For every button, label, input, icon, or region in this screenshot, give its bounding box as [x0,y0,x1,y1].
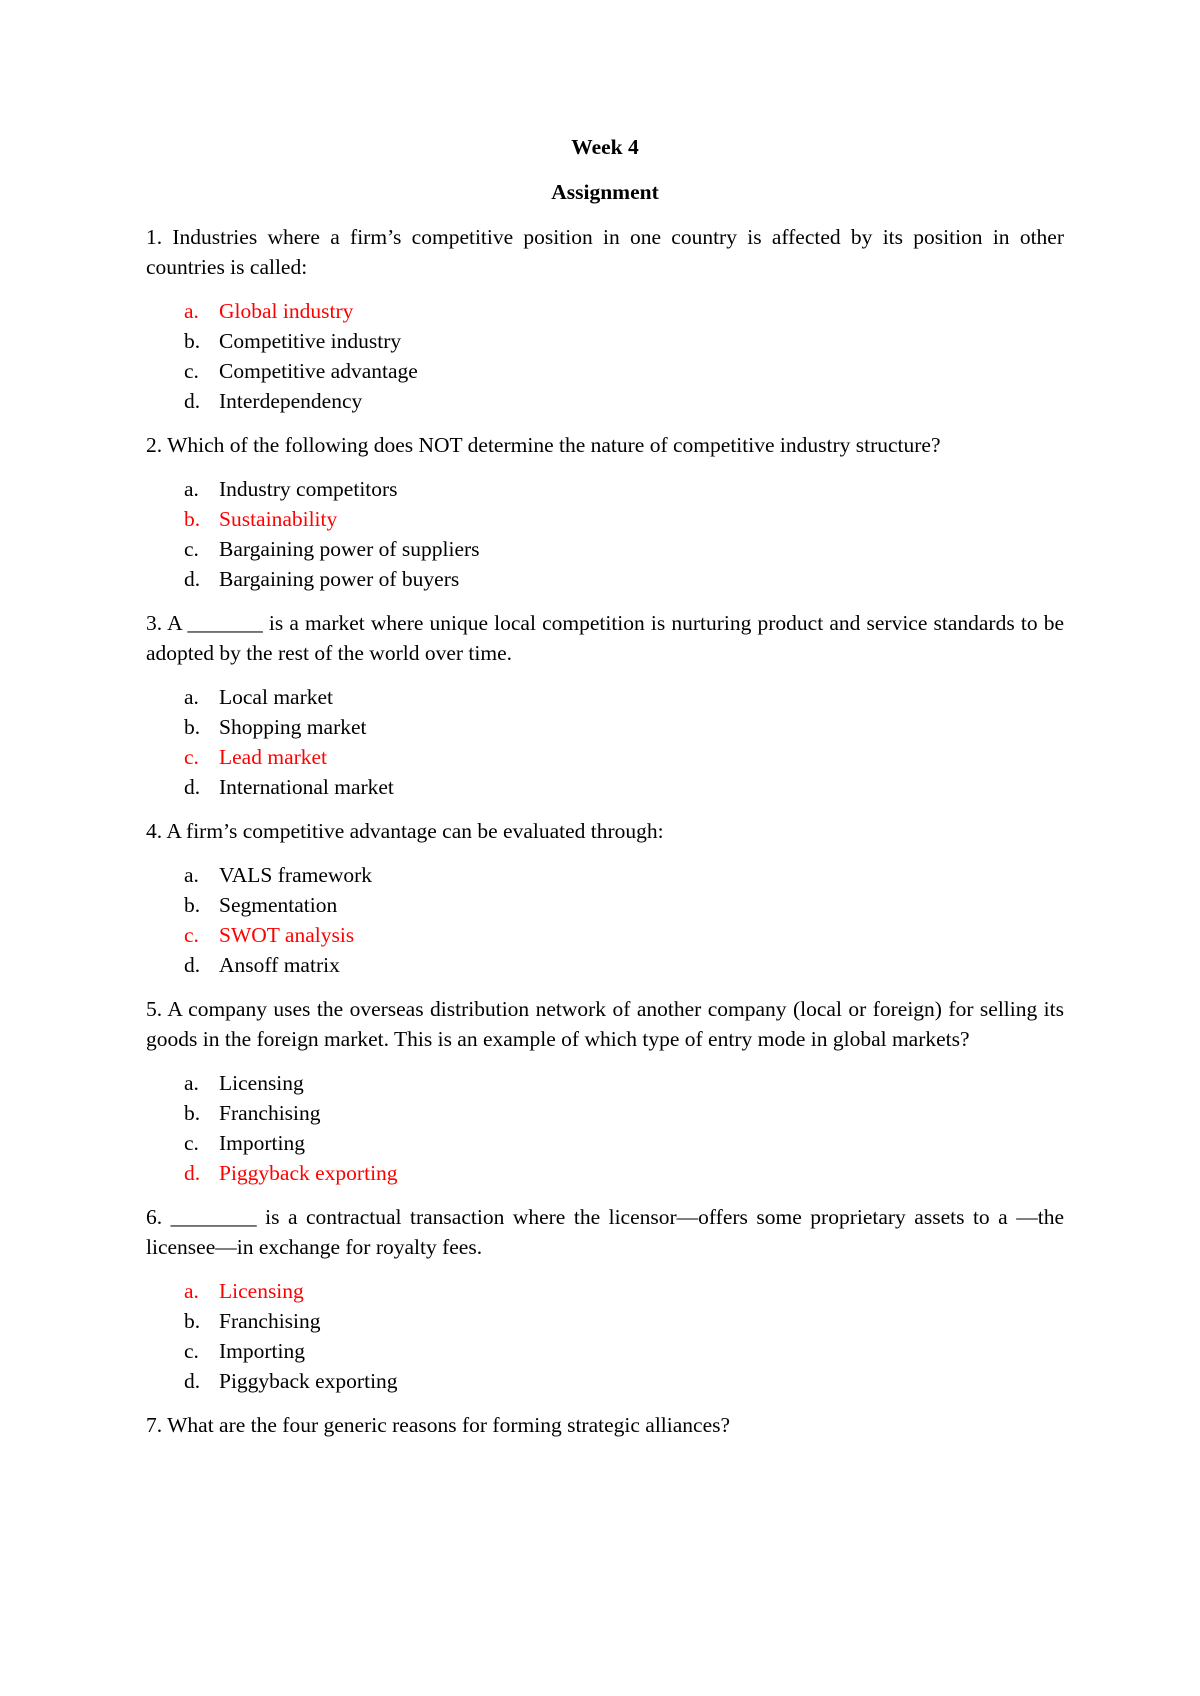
question-block [146,608,1064,802]
question-text: 5. A company uses the overseas distribution network of another company (local or foreign) for selling its goods in the foreign market. This is an example of which type of entry mode in global markets? [146,997,1064,1051]
option-item-correct [184,1276,1064,1306]
option-text: Importing [219,1131,305,1155]
option-item [184,474,1064,504]
option-letter: d. [184,1369,201,1393]
option-letter: b. [184,893,201,917]
question-block [146,430,1064,594]
document-title: Week 4 [571,135,639,159]
option-text: Industry competitors [219,477,398,501]
option-letter: d. [184,775,201,799]
option-text: Bargaining power of buyers [219,567,460,591]
option-letter: a. [184,1279,199,1303]
option-text: SWOT analysis [219,923,355,947]
option-letter: b. [184,507,201,531]
option-text: Interdependency [219,389,363,413]
option-list [184,296,1064,416]
option-text: Segmentation [219,893,338,917]
question-text: 4. A firm’s competitive advantage can be evaluated through: [146,819,664,843]
option-text: Local market [219,685,334,709]
option-list [184,1276,1064,1396]
option-text: Bargaining power of suppliers [219,537,480,561]
option-item [184,712,1064,742]
question-block [146,994,1064,1188]
option-letter: d. [184,567,201,591]
option-item-correct [184,920,1064,950]
question-block [146,1202,1064,1396]
option-letter: d. [184,953,201,977]
option-letter: b. [184,1309,201,1333]
question-text: 1. Industries where a firm’s competitive position in one country is affected by its position in other countries is called: [146,225,1064,279]
option-item-correct [184,296,1064,326]
option-text: Franchising [219,1309,321,1333]
option-letter: a. [184,299,199,323]
option-text: Franchising [219,1101,321,1125]
option-letter: a. [184,685,199,709]
option-list [184,1068,1064,1188]
document-subtitle: Assignment [551,180,659,204]
option-text: Piggyback exporting [219,1161,398,1185]
option-text: Competitive advantage [219,359,418,383]
option-letter: c. [184,359,199,383]
option-item [184,772,1064,802]
option-item [184,534,1064,564]
option-text: Importing [219,1339,305,1363]
option-item [184,564,1064,594]
option-letter: d. [184,1161,201,1185]
option-text: Shopping market [219,715,367,739]
option-text: Lead market [219,745,328,769]
option-text: Competitive industry [219,329,402,353]
question-text: 2. Which of the following does NOT determine the nature of competitive industry structure? [146,433,941,457]
option-item [184,860,1064,890]
question-block [146,816,1064,980]
option-list [184,682,1064,802]
option-letter: b. [184,329,201,353]
question-block [146,222,1064,416]
option-item [184,682,1064,712]
option-letter: c. [184,745,199,769]
question-list [146,222,1064,1440]
option-letter: a. [184,477,199,501]
option-item [184,326,1064,356]
option-text: Licensing [219,1279,304,1303]
option-item [184,890,1064,920]
option-item [184,356,1064,386]
option-text: VALS framework [219,863,373,887]
option-text: Ansoff matrix [219,953,340,977]
option-item-correct [184,504,1064,534]
option-text: Piggyback exporting [219,1369,398,1393]
option-item [184,1098,1064,1128]
option-letter: a. [184,1071,199,1095]
option-item [184,950,1064,980]
option-letter: c. [184,923,199,947]
document-page [146,132,1064,1440]
option-letter: c. [184,1131,199,1155]
option-item [184,1306,1064,1336]
option-text: International market [219,775,394,799]
option-letter: b. [184,1101,201,1125]
option-letter: c. [184,1339,199,1363]
option-text: Global industry [219,299,354,323]
option-item [184,1366,1064,1396]
option-item [184,1068,1064,1098]
option-letter: c. [184,537,199,561]
option-letter: d. [184,389,201,413]
option-letter: b. [184,715,201,739]
option-letter: a. [184,863,199,887]
option-item-correct [184,1158,1064,1188]
option-item [184,1128,1064,1158]
option-item-correct [184,742,1064,772]
option-text: Licensing [219,1071,304,1095]
question-text: 6. ________ is a contractual transaction where the licensor—offers some proprietary assets to a —the licensee—in exchange for royalty fees. [146,1205,1064,1259]
option-list [184,860,1064,980]
question-block [146,1410,1064,1440]
option-item [184,1336,1064,1366]
question-text: 7. What are the four generic reasons for forming strategic alliances? [146,1413,731,1437]
question-text: 3. A _______ is a market where unique local competition is nurturing product and service standards to be adopted by the rest of the world over time. [146,611,1064,665]
option-text: Sustainability [219,507,338,531]
option-list [184,474,1064,594]
option-item [184,386,1064,416]
